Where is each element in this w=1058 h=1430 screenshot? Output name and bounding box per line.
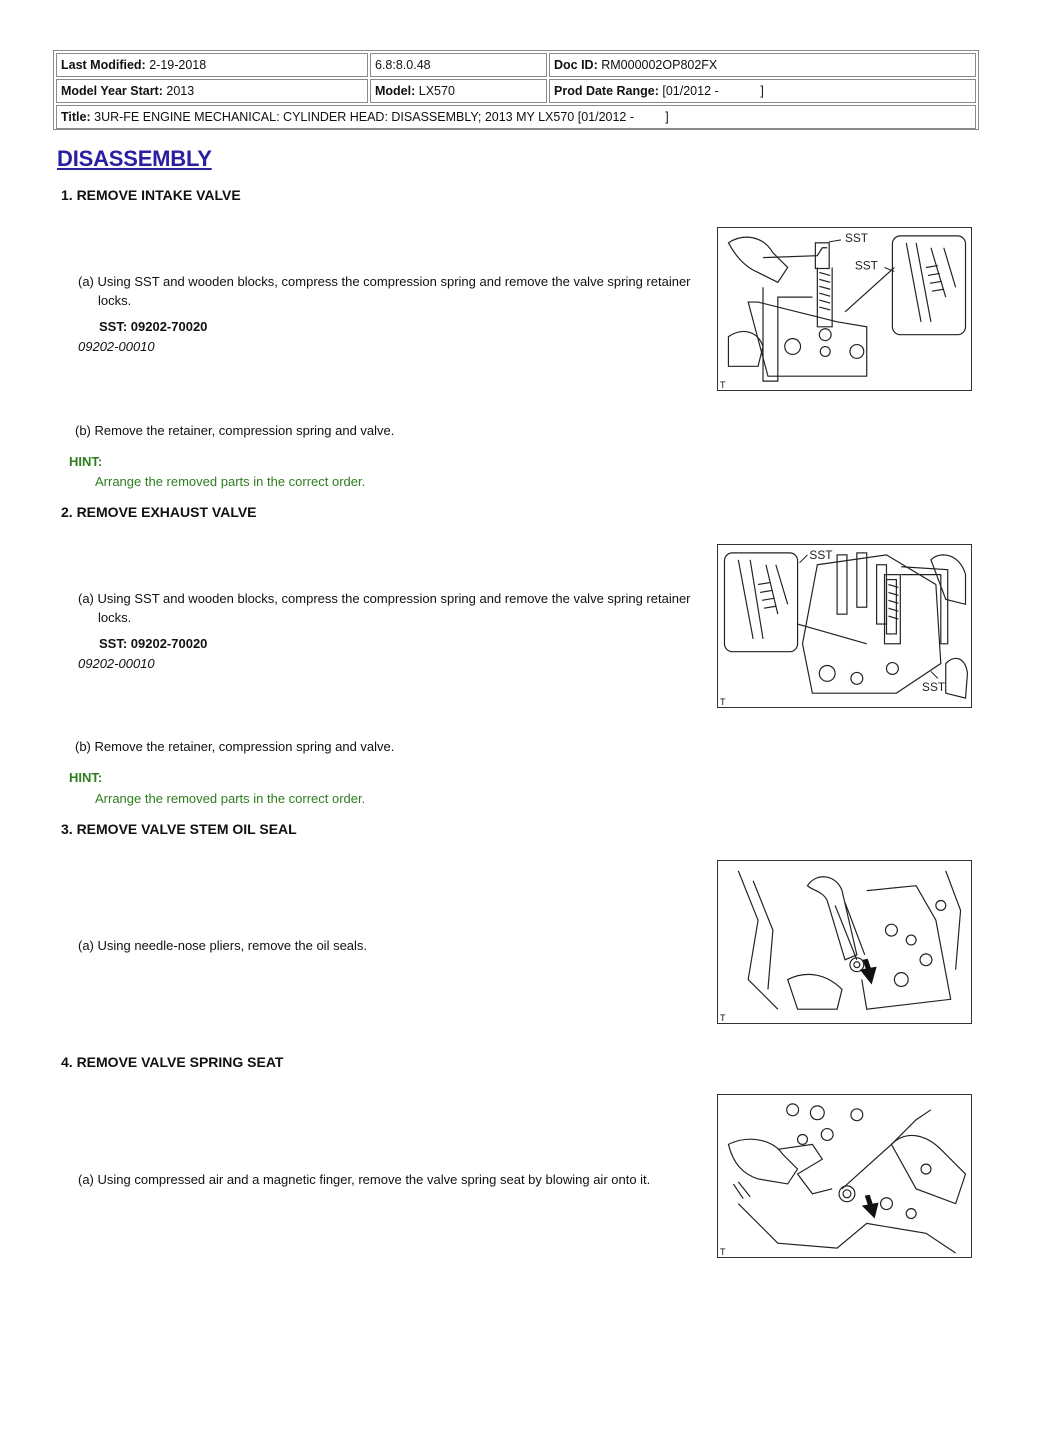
version-value: 6.8:8.0.48 — [375, 58, 431, 72]
title-value: 3UR-FE ENGINE MECHANICAL: CYLINDER HEAD: DISASSEMBLY; 2013 MY LX570 [01/2012 - ] — [94, 110, 669, 124]
step-2-instruction-b: (b) Remove the retainer, compression spring and valve. — [75, 739, 395, 754]
version-cell — [370, 53, 547, 77]
step-2-figure — [717, 544, 972, 708]
model-year-label: Model Year Start: — [61, 84, 163, 98]
oil-seal-illustration — [718, 861, 971, 1023]
step-1-a-line1: (a) Using SST and wooden blocks, compress the compression spring and remove the valve spring retainer — [78, 274, 691, 289]
intake-valve-illustration — [718, 228, 971, 390]
step-1-hint-text: Arrange the removed parts in the correct order. — [95, 474, 366, 489]
model-cell — [370, 79, 547, 103]
step-2-a-line2: locks. — [98, 610, 132, 625]
step-2-heading: 2. REMOVE EXHAUST VALVE — [61, 504, 257, 520]
step-3-heading: 3. REMOVE VALVE STEM OIL SEAL — [61, 821, 297, 837]
step-2-part-code: 09202-00010 — [78, 656, 155, 671]
step-4-instruction-a: (a) Using compressed air and a magnetic finger, remove the valve spring seat by blowing air onto it. — [78, 1172, 651, 1187]
doc-id-cell — [549, 53, 976, 77]
step-2-hint-text: Arrange the removed parts in the correct order. — [95, 791, 366, 806]
title-cell — [56, 105, 976, 129]
spring-seat-illustration — [718, 1095, 971, 1257]
title-label: Title: — [61, 110, 91, 124]
step-4-figure — [717, 1094, 972, 1258]
sst-label-2: SST — [922, 680, 946, 695]
step-1-a-line2: locks. — [98, 293, 132, 308]
prod-date-range-cell — [549, 79, 976, 103]
step-1-hint-label: HINT: — [69, 454, 103, 469]
step-1-sst: SST: 09202-70020 — [99, 319, 208, 334]
model-year-value: 2013 — [166, 84, 195, 98]
doc-id-value: RM000002OP802FX — [601, 58, 718, 72]
last-modified-value: 2-19-2018 — [149, 58, 207, 72]
prod-date-range-value: [01/2012 - ] — [662, 84, 764, 98]
step-1-instruction-a — [78, 272, 693, 310]
last-modified-cell — [56, 53, 368, 77]
step-2-instruction-a — [78, 589, 693, 627]
step-1-heading: 1. REMOVE INTAKE VALVE — [61, 187, 241, 203]
figure-corner-mark: T — [720, 697, 726, 707]
step-3-figure — [717, 860, 972, 1024]
last-modified-label: Last Modified: — [61, 58, 146, 72]
sst-label-1: SST — [844, 230, 869, 245]
step-1-instruction-b: (b) Remove the retainer, compression spring and valve. — [75, 423, 395, 438]
model-label: Model: — [375, 84, 416, 98]
model-year-cell — [56, 79, 368, 103]
step-1-part-code: 09202-00010 — [78, 339, 155, 354]
header-row-3 — [56, 105, 976, 129]
step-1-figure — [717, 227, 972, 391]
header-row-1 — [56, 53, 976, 77]
page-title[interactable]: DISASSEMBLY — [57, 146, 212, 171]
document-header-table — [53, 50, 979, 130]
figure-corner-mark: T — [720, 380, 726, 390]
header-row-2 — [56, 79, 976, 103]
figure-corner-mark: T — [720, 1247, 726, 1257]
prod-date-range-label: Prod Date Range: — [554, 84, 659, 98]
step-2-hint-label: HINT: — [69, 770, 103, 785]
sst-label-1: SST — [809, 547, 833, 562]
step-4-heading: 4. REMOVE VALVE SPRING SEAT — [61, 1054, 284, 1070]
doc-id-label: Doc ID: — [554, 58, 598, 72]
model-value: LX570 — [418, 84, 455, 98]
step-2-a-line1: (a) Using SST and wooden blocks, compress the compression spring and remove the valve spring retainer — [78, 591, 691, 606]
sst-label-2: SST — [854, 258, 878, 273]
step-2-sst: SST: 09202-70020 — [99, 636, 208, 651]
exhaust-valve-illustration — [718, 545, 971, 707]
step-3-instruction-a: (a) Using needle-nose pliers, remove the oil seals. — [78, 938, 368, 953]
figure-corner-mark: T — [720, 1013, 726, 1023]
